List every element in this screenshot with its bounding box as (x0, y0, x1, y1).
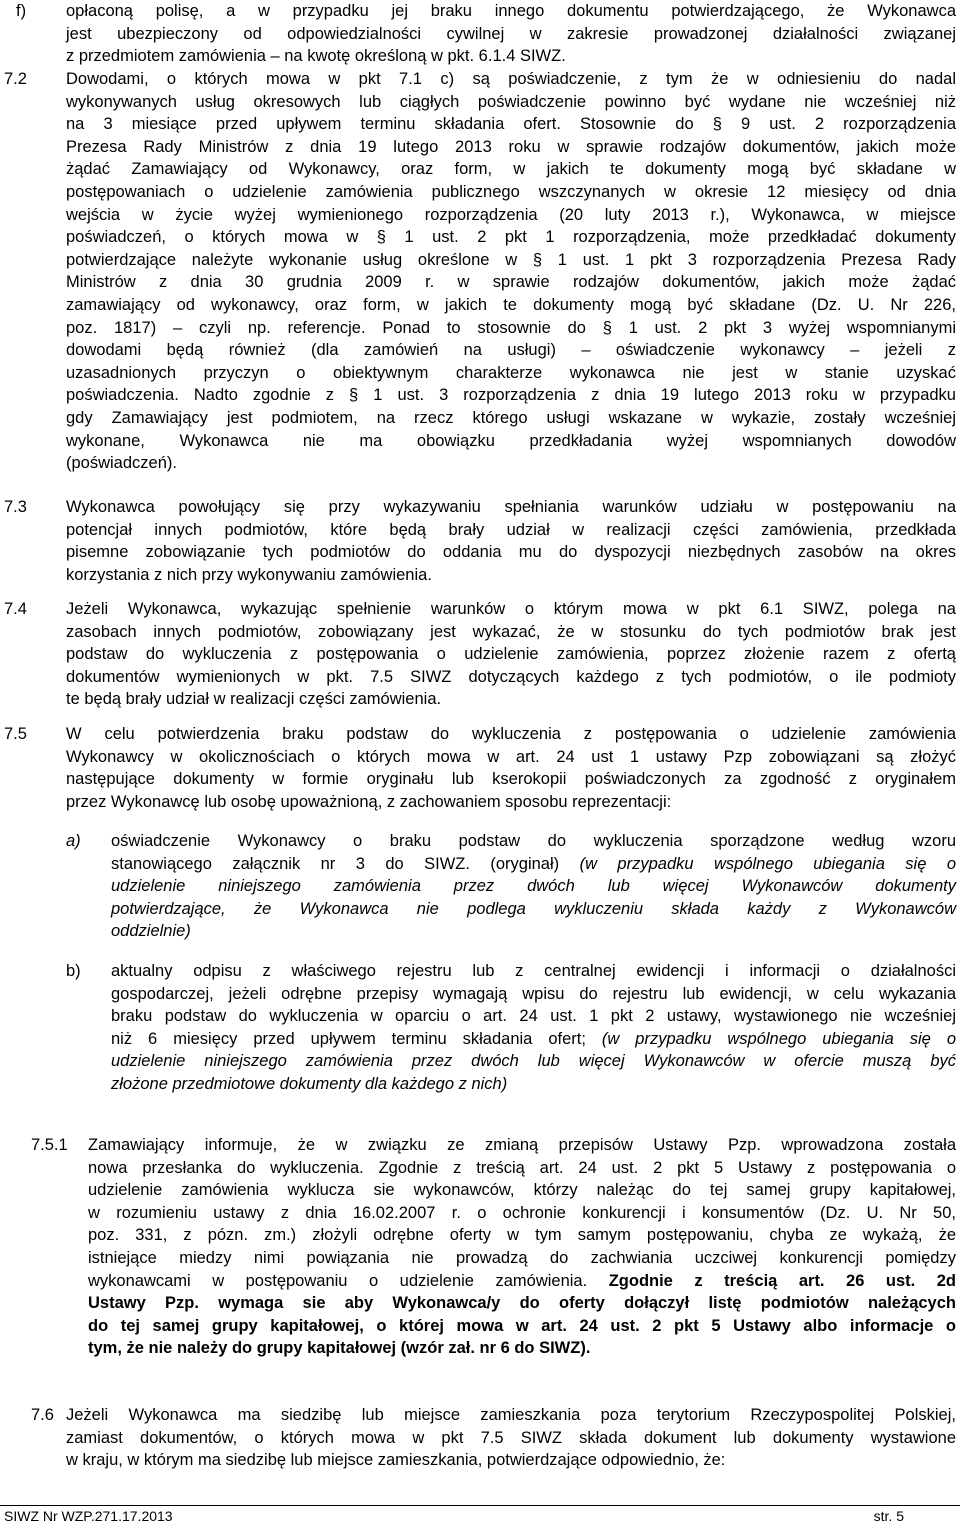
item-a-label: a) (66, 832, 81, 850)
text-line: (poświadczeń). (66, 454, 177, 473)
text-line: udzielenie niniejszego zamówienia przez dwóch lub więcej Wykonawców w ofercie muszą być (111, 1052, 956, 1071)
text-line: Ministrów z dnia 30 grudnia 2009 r. w sprawie rodzajów dokumentów, jakich może żądać (66, 273, 956, 292)
footer-document-id: SIWZ Nr WZP.271.17.2013 (4, 1508, 173, 1524)
text-line: jest ubezpieczony od odpowiedzialności cywilnej w zakresie prowadzonej działalności związanej (66, 24, 956, 43)
section-7-2-text (66, 68, 956, 475)
text-line: przez Wykonawcę lub osobę upoważnioną, z zachowaniem sposobu reprezentacji: (66, 792, 672, 811)
text-line: żądać Zamawiający od Wykonawcy, oraz form, w jakich te dokumenty mogą być składane w (66, 160, 956, 179)
text-line: Jeżeli Wykonawca, wykazując spełnienie warunków o którym mowa w pkt 6.1 SIWZ, polega na (66, 600, 956, 618)
text-line: dokumentów wymienionych w pkt. 7.5 SIWZ dotyczących każdego z tych podmiotów, o ile podmioty (66, 667, 956, 686)
text-line (111, 853, 956, 876)
section-7-5-1-number: 7.5.1 (31, 1136, 68, 1154)
text-line: te będą brały udział w realizacji części zamówienia. (66, 690, 442, 709)
item-f-text (66, 0, 956, 68)
text-line: Wykonawcy w okolicznościach o których mowa w art. 24 ust 1 ustawy Pzp zobowiązani są złożyć (66, 747, 956, 766)
section-7-4-text (66, 598, 956, 711)
text-line (111, 1028, 956, 1051)
section-7-4-number: 7.4 (4, 600, 27, 618)
text-line: z przedmiotem zamówienia – na kwotę określoną w pkt. 6.1.4 SIWZ. (66, 47, 566, 66)
text-line: uzasadnionych przyczyn o obiektywnym charakterze wykonawca nie jest w stanie uzyskać (66, 363, 956, 382)
text-run-bold: Zgodnie z treścią art. 26 ust. 2d (608, 1271, 956, 1290)
text-line: potwierdzające należyte wykonanie usług określone w § 1 ust. 1 pkt 3 rozporządzenia Prezesa Rady (66, 250, 956, 269)
text-line: zamawiający od wykonawcy, oraz form, w jakich te dokumenty mogą być składane (Dz. U. Nr 226, (66, 295, 956, 314)
text-line: gdy Zamawiający jest podmiotem, na rzecz którego usługi wskazane w wykazie, zostały wcześniej (66, 408, 956, 427)
text-run-italic: (w przypadku wspólnego ubiegania się o (601, 1029, 957, 1048)
text-line: potencjał innych podmiotów, które będą brały udział w realizacji części zamówienia, przedkłada (66, 520, 956, 539)
text-line: Jeżeli Wykonawca ma siedzibę lub miejsce zamieszkania poza terytorium Rzeczypospolitej Polskiej, (66, 1406, 956, 1424)
text-line: wykonane, Wykonawca nie ma obowiązku przedkładania wyżej wspomnianych dowodów (66, 431, 956, 450)
text-line: Wykonawca powołujący się przy wykazywaniu spełniania warunków udziału w postępowaniu na (66, 498, 956, 516)
section-7-2-number: 7.2 (4, 70, 27, 88)
footer-page-number: str. 5 (873, 1508, 904, 1524)
section-7-5-text (66, 723, 956, 813)
text-line: udzielenie niniejszego zamówienia przez dwóch lub więcej Wykonawców dokumenty (111, 877, 956, 896)
text-run: wykonawcami w postępowaniu o udzielenie zamówienia. (88, 1271, 609, 1290)
item-a-text (111, 830, 956, 943)
section-7-3-text (66, 496, 956, 586)
item-b-label: b) (66, 962, 81, 980)
text-line: poświadczenia. Nadto zgodnie z § 1 ust. 3 rozporządzenia z dnia 19 lutego 2013 roku w przypadku (66, 386, 956, 405)
text-line: Prezesa Rady Ministrów z dnia 19 lutego 2013 roku w sprawie rodzajów dokumentów, jakich może (66, 137, 956, 156)
text-line: tym, że nie należy do grupy kapitałowej (wzór zał. nr 6 do SIWZ). (88, 1339, 591, 1358)
text-run-italic: (w przypadku wspólnego ubiegania się o (579, 854, 956, 873)
text-line: opłaconą polisę, a w przypadku jej braku innego dokumentu potwierdzającego, że Wykonawca (66, 2, 956, 20)
text-line: dowodami będą również (dla zamówień na usługi) – oświadczenie wykonawcy – jeżeli z (66, 341, 956, 360)
text-line: w rozumieniu ustawy z dnia 16.02.2007 r. o ochronie konkurencji i konsumentów (Dz. U. Nr 50, (88, 1203, 956, 1222)
text-line: poz. 331, z pózn. zm.) złożyli odrębne oferty w tym samym postępowaniu, chyba ze wykażą, że (88, 1226, 956, 1245)
text-line: następujące dokumenty w formie oryginału lub kserokopii poświadczonych za zgodność z oryginałem (66, 770, 956, 789)
text-line: aktualny odpisu z właściwego rejestru lub z centralnej ewidencji i informacji o działalności (111, 962, 956, 980)
section-7-5-1-text (88, 1134, 956, 1360)
text-line: zasobach innych podmiotów, zobowiązany jest wykazać, że w stosunku do tych podmiotów brak jest (66, 622, 956, 641)
text-line: Zamawiający informuje, że w związku ze zmianą przepisów Ustawy Pzp. wprowadzona została (88, 1136, 956, 1154)
text-line: istniejące miedzy nimi powiązania nie prowadzą do zachwiania uczciwej konkurencji pomiędzy (88, 1248, 956, 1267)
section-7-3-number: 7.3 (4, 498, 27, 516)
text-line: poświadczeń, o których mowa w § 1 ust. 2 pkt 1 rozporządzenia, może przedkładać dokumenty (66, 228, 956, 247)
text-line: wejścia w życie wyżej wymienionego rozporządzenia (20 luty 2013 r.), Wykonawca, w miejsce (66, 205, 956, 224)
section-7-6-number: 7.6 (31, 1406, 54, 1424)
text-line: udzielenie zamówienia wyklucza sie wykonawców, którzy należąc do tej samej grupy kapitałowej, (88, 1181, 956, 1200)
text-line: postępowaniach o udzielenie zamówienia publicznego wszczynanych w okresie 12 miesięcy od dnia (66, 182, 956, 201)
text-line: gospodarczej, jeżeli odrębne przepisy wymagają wpisu do rejestru lub ewidencji, w celu wykazania (111, 984, 956, 1003)
text-line: do tej samej grupy kapitałowej, o której mowa w art. 24 ust. 2 pkt 5 Ustawy albo informacje o (88, 1316, 956, 1335)
text-run: stanowiącego załącznik nr 3 do SIWZ. (oryginał) (111, 854, 580, 873)
text-line: poz. 1817) – czyli np. referencje. Ponad to stosownie do § 1 ust. 2 pkt 3 wyżej wspomnianymi (66, 318, 956, 337)
text-line: korzystania z nich przy wykonywaniu zamówienia. (66, 565, 432, 584)
text-line: na 3 miesiące przed upływem terminu składania ofert. Stosownie do § 9 ust. 2 rozporządzenia (66, 115, 956, 134)
text-line: zamiast dokumentów, o których mowa w pkt 7.5 SIWZ składa dokument lub dokumenty wystawione (66, 1428, 956, 1447)
text-run: niż 6 miesięcy przed upływem terminu składania ofert; (111, 1029, 602, 1048)
text-line (88, 1270, 956, 1293)
text-line: oddzielnie) (111, 922, 191, 941)
text-line: potwierdzające, że Wykonawca nie podlega wykluczeniu składa każdy z Wykonawców (111, 899, 956, 918)
text-line: Dowodami, o których mowa w pkt 7.1 c) są poświadczenie, z tym że w odniesieniu do nadal (66, 70, 956, 88)
text-line: złożone przedmiotowe dokumenty dla każdego z nich) (111, 1074, 508, 1093)
footer-divider (0, 1505, 960, 1506)
section-7-5-number: 7.5 (4, 725, 27, 743)
text-line: pisemne zobowiązanie tych podmiotów do oddania mu do dyspozycji niezbędnych zasobów na okres (66, 543, 956, 562)
item-f-label: f) (16, 2, 27, 20)
text-line: podstaw do wykluczenia z postępowania o udzielenie zamówienia, poprzez złożenie razem z ofertą (66, 645, 956, 664)
text-line: nowa przesłanka do wykluczenia. Zgodnie z treścią art. 24 ust. 2 pkt 5 Ustawy z postępowania o (88, 1158, 956, 1177)
text-line: w kraju, w którym ma siedzibę lub miejsce zamieszkania, potwierdzające odpowiednio, że: (66, 1451, 726, 1470)
item-b-text (111, 960, 956, 1096)
text-line: braku podstaw do wykluczenia w oparciu o art. 24 ust. 1 pkt 2 ustawy, wystawionego nie wcześniej (111, 1007, 956, 1026)
text-line: oświadczenie Wykonawcy o braku podstaw do wykluczenia sporządzone według wzoru (111, 832, 956, 850)
text-line: wykonywanych usług okresowych lub ciągłych poświadczenie powinno być wydane nie wcześniej niż (66, 92, 956, 111)
section-7-6-text (66, 1404, 956, 1472)
text-line: Ustawy Pzp. wymaga sie aby Wykonawca/y do oferty dołączył listę podmiotów należących (88, 1294, 956, 1313)
text-line: W celu potwierdzenia braku podstaw do wykluczenia z postępowania o udzielenie zamówienia (66, 725, 956, 743)
